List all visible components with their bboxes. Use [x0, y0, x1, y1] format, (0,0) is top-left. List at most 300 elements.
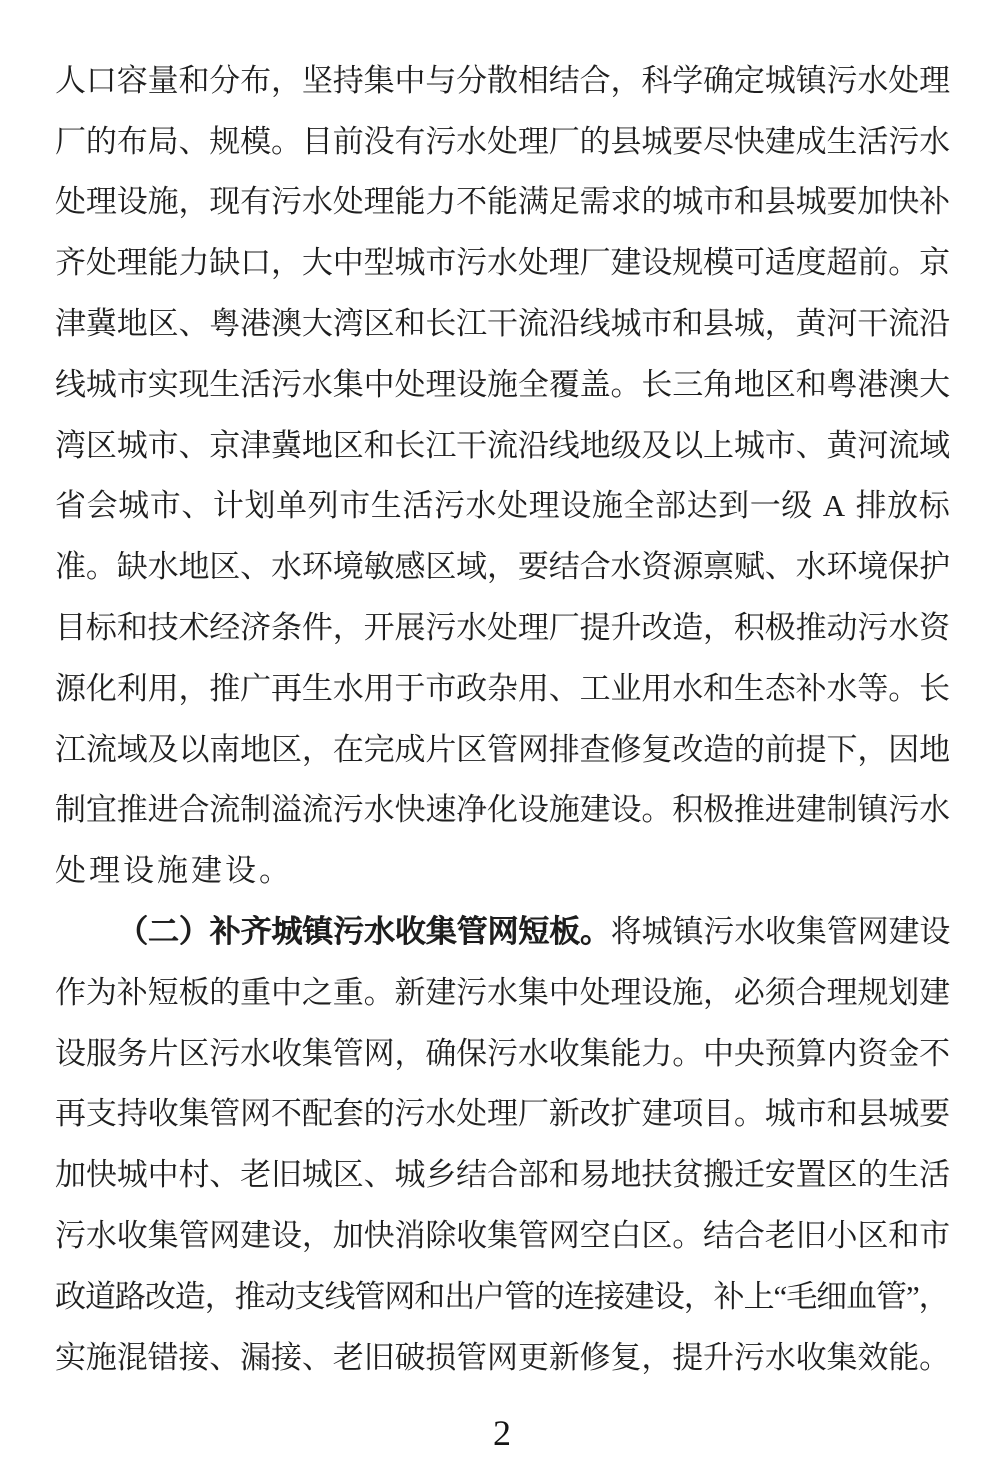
character: 建	[425, 974, 457, 1010]
character: 收	[548, 1035, 580, 1071]
character: 补	[116, 974, 148, 1010]
character: 管	[876, 1278, 908, 1314]
character: 局	[147, 123, 179, 159]
character: 破	[394, 1339, 426, 1375]
character: 模	[703, 245, 735, 281]
character: 道	[84, 1278, 116, 1314]
character: 将	[610, 914, 642, 950]
character: 度	[795, 245, 827, 281]
character: 及	[641, 427, 673, 463]
character: 污	[888, 792, 920, 828]
character: 溢	[271, 792, 303, 828]
character: 加	[332, 1218, 364, 1254]
character: 规	[857, 974, 889, 1010]
character: 开	[363, 610, 395, 646]
character: 集	[363, 62, 395, 98]
character: 小	[826, 1218, 858, 1254]
character: 集	[301, 1035, 333, 1071]
character: 地	[116, 306, 148, 342]
character: 化	[85, 670, 117, 706]
character: 尽	[703, 123, 735, 159]
character: 活	[240, 366, 272, 402]
character: 沿	[548, 306, 580, 342]
character: 全	[623, 488, 655, 524]
character: 水	[456, 610, 488, 646]
character: 集	[178, 1096, 210, 1132]
character: 算	[795, 1035, 827, 1071]
character: 的	[85, 123, 117, 159]
character: 市	[703, 184, 735, 220]
character: 项	[672, 1096, 704, 1132]
character: 生	[733, 670, 765, 706]
character: 市	[116, 366, 148, 402]
character: 速	[425, 792, 457, 828]
character: 市	[425, 245, 457, 281]
bold-character: 收	[394, 914, 426, 950]
character: 污	[425, 123, 457, 159]
character: 干	[487, 306, 519, 342]
character: 水	[795, 549, 827, 585]
character: 、	[178, 123, 210, 159]
character: 设	[641, 974, 673, 1010]
character: ，	[764, 306, 796, 342]
character: 地	[579, 427, 611, 463]
character: 处	[517, 245, 549, 281]
character: 积	[733, 610, 765, 646]
character: 处	[497, 488, 529, 524]
character: 市	[795, 1096, 827, 1132]
character: 地	[301, 427, 333, 463]
character: 水	[465, 488, 497, 524]
character: 。	[888, 245, 920, 281]
character: ，	[703, 974, 735, 1010]
character: 广	[240, 670, 272, 706]
character: 污	[332, 792, 364, 828]
character: 复	[641, 731, 673, 767]
character: 没	[363, 123, 395, 159]
character: 管	[456, 1339, 488, 1375]
character: 江	[425, 427, 457, 463]
character: 县	[857, 1096, 889, 1132]
character: 市	[425, 670, 457, 706]
character: 制	[55, 792, 86, 828]
character: 区	[425, 549, 457, 585]
character: 水	[363, 792, 395, 828]
character: 旧	[271, 1157, 303, 1193]
character: 粤	[826, 366, 858, 402]
character: 及	[147, 731, 179, 767]
character: 水	[425, 1096, 457, 1132]
character: 环	[826, 549, 858, 585]
character: 的	[857, 1157, 889, 1193]
character: 水	[517, 1035, 549, 1071]
character: 金	[888, 1035, 920, 1071]
character: 提	[672, 1339, 704, 1375]
character: 持	[116, 1096, 148, 1132]
character: 目	[703, 1096, 735, 1132]
character: 理	[517, 123, 549, 159]
character: 旧	[795, 1218, 827, 1254]
character: 设	[271, 1218, 303, 1254]
character: 、	[240, 549, 272, 585]
text-line	[55, 1327, 950, 1388]
character: 用	[517, 670, 549, 706]
character: 区	[456, 731, 488, 767]
character: 支	[294, 1278, 326, 1314]
character: 处	[55, 184, 86, 220]
text-line	[55, 111, 950, 172]
character: 网	[384, 1278, 416, 1314]
character: 理	[517, 610, 549, 646]
character: 提	[579, 610, 611, 646]
character: 设	[517, 792, 549, 828]
character: 管	[209, 1096, 241, 1132]
character: 厂	[579, 245, 611, 281]
character: 工	[579, 670, 611, 706]
character: 活	[857, 123, 889, 159]
character: 口	[240, 245, 272, 281]
character: 提	[795, 731, 827, 767]
character: 干	[857, 306, 889, 342]
character: 上	[743, 1278, 775, 1314]
text-line	[55, 172, 950, 233]
character: 活	[402, 488, 434, 524]
character: 白	[610, 1218, 642, 1254]
character: 型	[363, 245, 395, 281]
character: 江	[456, 306, 488, 342]
character: 城	[394, 245, 426, 281]
character: 有	[240, 184, 272, 220]
character: 区	[178, 1035, 210, 1071]
character: 可	[733, 245, 765, 281]
character: 污	[271, 366, 303, 402]
character: 沿	[517, 427, 549, 463]
character: 级	[781, 488, 813, 524]
character: 资	[857, 1035, 889, 1071]
character: “	[773, 1278, 788, 1314]
character: 理	[826, 974, 858, 1010]
character: 京	[919, 245, 951, 281]
character: 搬	[703, 1157, 735, 1193]
character: 列	[307, 488, 339, 524]
character: 水	[888, 610, 920, 646]
character: 赋	[733, 549, 765, 585]
character: 建	[623, 1278, 655, 1314]
character: 前	[857, 245, 889, 281]
character: 水	[857, 62, 889, 98]
character: 迁	[733, 1157, 765, 1193]
character: 户	[474, 1278, 506, 1314]
character: 建	[191, 853, 222, 889]
character: 生	[301, 670, 333, 706]
character: 部	[654, 488, 686, 524]
character: 施	[591, 488, 623, 524]
character: 以	[672, 427, 704, 463]
character: 科	[641, 62, 673, 98]
character: 建	[888, 914, 920, 950]
character: 造	[174, 1278, 206, 1314]
character: ，	[178, 670, 210, 706]
character: 划	[888, 974, 920, 1010]
character: 收	[795, 1339, 827, 1375]
character: 加	[55, 1157, 86, 1193]
bold-character: 短	[518, 914, 550, 950]
character: 要	[919, 1096, 951, 1132]
character: 造	[672, 610, 704, 646]
character: 定	[733, 62, 765, 98]
character: 冀	[85, 306, 117, 342]
character: 建	[579, 792, 611, 828]
character: 生	[888, 1157, 920, 1193]
character: ”	[905, 1278, 920, 1314]
character: 源	[672, 549, 704, 585]
character: 区	[764, 366, 796, 402]
character: 合	[795, 974, 827, 1010]
character: 处	[487, 123, 519, 159]
character: 作	[55, 974, 86, 1010]
character: 求	[610, 184, 642, 220]
character: 和	[548, 1157, 580, 1193]
bold-character: 管	[456, 914, 488, 950]
character: 会	[86, 488, 118, 524]
character: 。	[672, 1218, 704, 1254]
character: 建	[764, 123, 796, 159]
character: 河	[857, 427, 889, 463]
character: 结	[548, 62, 580, 98]
character: 错	[147, 1339, 179, 1375]
character: 配	[301, 1096, 333, 1132]
character: 域	[116, 731, 148, 767]
character: 为	[85, 974, 117, 1010]
character: 城	[672, 184, 704, 220]
character: 准	[55, 549, 86, 585]
character: 力	[425, 184, 457, 220]
bold-character: 板	[549, 914, 581, 950]
character: 流	[487, 427, 519, 463]
text-line	[55, 232, 950, 293]
character: 。	[85, 549, 117, 585]
character: 排	[855, 488, 887, 524]
character: 活	[919, 1157, 951, 1193]
character: 镇	[672, 914, 704, 950]
character: 厂	[548, 610, 580, 646]
character: 水	[672, 670, 704, 706]
character: 置	[795, 1157, 827, 1193]
character: 沿	[919, 306, 951, 342]
character: 升	[610, 610, 642, 646]
character: 澳	[271, 306, 303, 342]
text-line	[55, 840, 950, 901]
bold-character: 城	[271, 914, 303, 950]
character: 湾	[55, 427, 86, 463]
character: 合	[487, 1157, 519, 1193]
character: ，	[301, 1218, 333, 1254]
character: 。	[271, 123, 303, 159]
character: 管	[826, 914, 858, 950]
character: 区	[332, 1157, 364, 1193]
character: 板	[178, 974, 210, 1010]
character: 制	[826, 792, 858, 828]
character: 处	[85, 245, 117, 281]
character: 大	[919, 366, 951, 402]
character: 城	[394, 1157, 426, 1193]
character: 水	[85, 1218, 117, 1254]
character: 管	[178, 1218, 210, 1254]
character: 保	[888, 549, 920, 585]
character: 排	[548, 731, 580, 767]
character: ，	[683, 1278, 715, 1314]
character: 旧	[363, 1339, 395, 1375]
character: 设	[610, 792, 642, 828]
character: 港	[857, 366, 889, 402]
character: 长	[641, 366, 673, 402]
character: 推	[795, 610, 827, 646]
character: 力	[178, 245, 210, 281]
character: 水	[487, 245, 519, 281]
character: 县	[610, 123, 642, 159]
text-line	[55, 719, 950, 780]
character: 上	[703, 427, 735, 463]
character: 城	[641, 914, 673, 950]
bold-character: 二	[147, 914, 179, 950]
character: 适	[764, 245, 796, 281]
character: 修	[610, 731, 642, 767]
character: 设	[123, 853, 154, 889]
character: 成	[795, 123, 827, 159]
character: 极	[764, 610, 796, 646]
character: 线	[324, 1278, 356, 1314]
character: 镇	[795, 62, 827, 98]
character: 城	[85, 366, 117, 402]
character: 扶	[641, 1157, 673, 1193]
character: 集	[795, 914, 827, 950]
character: 进	[147, 792, 179, 828]
character: 标	[918, 488, 950, 524]
text-line	[55, 901, 950, 962]
character: ，	[204, 1278, 236, 1314]
character: 支	[85, 1096, 117, 1132]
character: 能	[888, 1339, 920, 1375]
character: 。	[641, 792, 673, 828]
character: 收	[456, 1218, 488, 1254]
character: 湾	[332, 306, 364, 342]
text-line	[55, 50, 950, 111]
character: 网	[209, 1218, 241, 1254]
character: 老	[332, 1339, 364, 1375]
character: 网	[487, 1339, 519, 1375]
character: 中	[703, 1035, 735, 1071]
character: 力	[641, 1035, 673, 1071]
character: 须	[764, 974, 796, 1010]
character: 污	[433, 488, 465, 524]
text-line	[55, 354, 950, 415]
character: 于	[394, 670, 426, 706]
character: 人	[55, 62, 86, 98]
character: 地	[919, 731, 951, 767]
character: 南	[209, 731, 241, 767]
character: 集	[517, 974, 549, 1010]
character: 持	[332, 62, 364, 98]
character: 收	[765, 914, 797, 950]
character: 集	[826, 1339, 858, 1375]
character: 查	[579, 731, 611, 767]
character: 短	[147, 974, 179, 1010]
character: 成	[394, 731, 426, 767]
character: 水	[734, 914, 766, 950]
character: 城	[764, 1096, 796, 1132]
character: 和	[414, 1278, 446, 1314]
character: 理	[363, 184, 395, 220]
character: 津	[240, 427, 272, 463]
character: 量	[147, 62, 179, 98]
character: 粤	[209, 306, 241, 342]
character: ，	[394, 1035, 426, 1071]
text-line	[55, 536, 950, 597]
character: 污	[826, 62, 858, 98]
character: 不	[271, 1096, 303, 1132]
character: 流	[85, 731, 117, 767]
character: 流	[301, 792, 333, 828]
character: 水	[826, 670, 858, 706]
character: 划	[244, 488, 276, 524]
character: 毛	[786, 1278, 818, 1314]
character: 结	[456, 1157, 488, 1193]
character: 改	[641, 610, 673, 646]
character: 网	[857, 914, 889, 950]
character: 漏	[240, 1339, 272, 1375]
character: 推	[209, 670, 241, 706]
character: 澳	[888, 366, 920, 402]
character: 和	[703, 670, 735, 706]
character: 分	[456, 62, 488, 98]
character: 理	[116, 245, 148, 281]
character: 感	[394, 549, 426, 585]
character: 安	[764, 1157, 796, 1193]
character: 流	[888, 306, 920, 342]
character: 业	[610, 670, 642, 706]
character: 黄	[826, 427, 858, 463]
character: 理	[85, 184, 117, 220]
character: 收	[147, 1096, 179, 1132]
character: ，	[703, 610, 735, 646]
character: 更	[517, 1339, 549, 1375]
character: 理	[528, 488, 560, 524]
character: 镇	[857, 792, 889, 828]
character: 城	[116, 427, 148, 463]
character: 水	[271, 549, 303, 585]
character: 和	[672, 306, 704, 342]
character: 分	[209, 62, 241, 98]
character: 津	[55, 306, 86, 342]
character: 设	[653, 1278, 685, 1314]
text-line	[55, 1205, 950, 1266]
character: 污	[271, 184, 303, 220]
character: 补	[713, 1278, 745, 1314]
character: 城	[641, 123, 673, 159]
character: 积	[672, 792, 704, 828]
character: 水	[240, 1035, 272, 1071]
character: 设	[456, 366, 488, 402]
character: 线	[579, 306, 611, 342]
character: 计	[212, 488, 244, 524]
character: 的	[534, 1278, 565, 1314]
character: 设	[116, 184, 148, 220]
character: 域	[456, 549, 488, 585]
character: 流	[888, 427, 920, 463]
character: 理	[919, 62, 951, 98]
character: 集	[332, 366, 364, 402]
character: 地	[178, 549, 210, 585]
